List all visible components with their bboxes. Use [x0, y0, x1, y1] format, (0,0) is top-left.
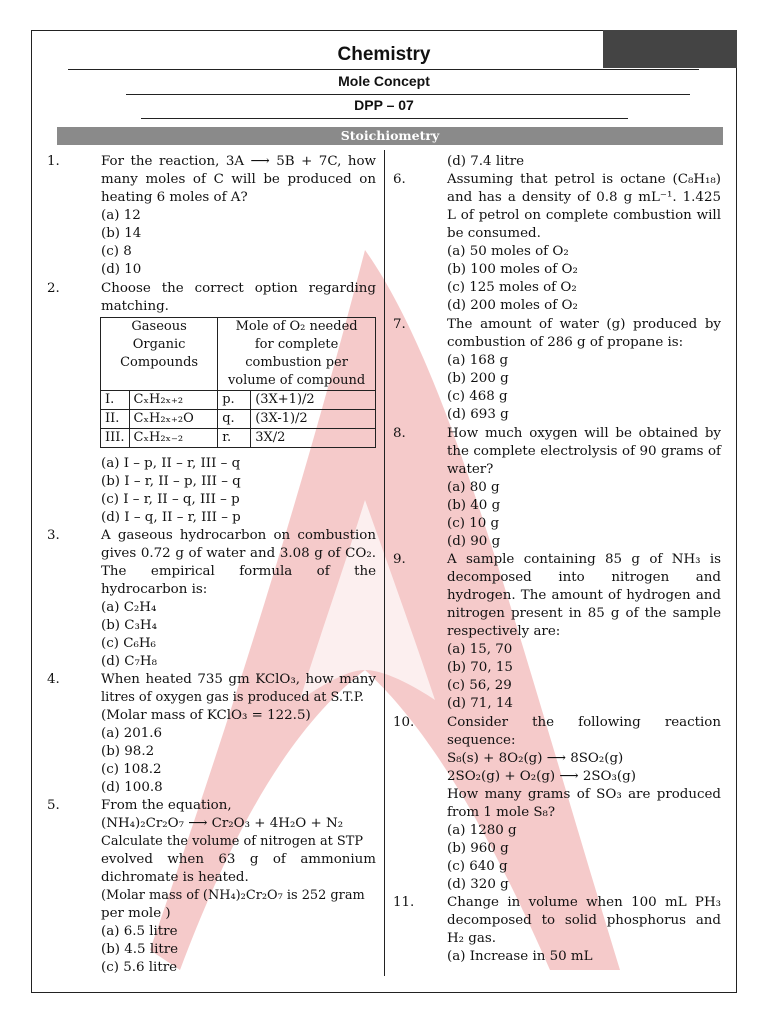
- option: (d) 90 g: [447, 534, 501, 549]
- option: (c) 10 g: [447, 516, 500, 531]
- option: (d) C₇H₈: [101, 654, 157, 669]
- question-number: 3.: [47, 528, 60, 543]
- subject-title: Chemistry: [337, 44, 431, 65]
- question-number: 9.: [393, 552, 406, 567]
- option: (d) 320 g: [447, 877, 509, 892]
- question-number: 11.: [393, 895, 415, 910]
- option: (b) I – r, II – p, III – q: [101, 474, 241, 489]
- option: (d) 100.8: [101, 780, 163, 795]
- option: (b) 200 g: [447, 371, 509, 386]
- option: (c) I – r, II – q, III – p: [101, 492, 240, 507]
- divider-line: [141, 118, 628, 119]
- question-text: From the equation,: [101, 798, 232, 813]
- divider-line: [68, 69, 699, 70]
- reaction-equation: S₈(s) + 8O₂(g) ⟶ 8SO₂(g): [447, 751, 624, 766]
- topic-title: Mole Concept: [338, 73, 430, 89]
- option: (a) I – p, II – r, III – q: [101, 456, 241, 471]
- option: (d) I – q, II – r, III – p: [101, 510, 241, 525]
- option: (b) 98.2: [101, 744, 155, 759]
- option: (c) 8: [101, 244, 132, 259]
- option: (a) 80 g: [447, 480, 500, 495]
- option: (c) 640 g: [447, 859, 508, 874]
- matching-table: [100, 317, 376, 448]
- table-row: III. CₓH₂ₓ₋₂ r. 3X/2: [101, 429, 376, 448]
- question-text: water?: [447, 462, 494, 477]
- option: (a) C₂H₄: [101, 600, 157, 615]
- question-text: H₂ gas.: [447, 931, 496, 946]
- option: (a) 201.6: [101, 726, 163, 741]
- question-number: 4.: [47, 672, 60, 687]
- question-text: matching.: [101, 299, 169, 314]
- option: (c) 108.2: [101, 762, 162, 777]
- question-text: heating 6 moles of A?: [101, 190, 248, 205]
- question-number: 7.: [393, 317, 406, 332]
- question-text: sequence:: [447, 733, 516, 748]
- option: (b) 4.5 litre: [101, 942, 179, 957]
- question-text: respectively are:: [447, 624, 561, 639]
- question-number: 1.: [47, 154, 60, 169]
- question-text: many moles of C will be produced on: [101, 172, 376, 187]
- question-text: How much oxygen will be obtained by: [447, 426, 721, 441]
- option: (b) 14: [101, 226, 142, 241]
- question-text: dichromate is heated.: [101, 870, 249, 885]
- option: (b) 960 g: [447, 841, 509, 856]
- question-text: the complete electrolysis of 90 grams of: [447, 444, 721, 459]
- option: (c) 56, 29: [447, 678, 512, 693]
- question-text: A sample containing 85 g of NH₃ is: [447, 552, 721, 567]
- option: (b) 70, 15: [447, 660, 513, 675]
- option: (b) 100 moles of O₂: [447, 262, 578, 277]
- option: (c) 468 g: [447, 389, 508, 404]
- question-number: 6.: [393, 172, 406, 187]
- question-text: decomposed to solid phosphorus and: [447, 913, 721, 928]
- option: (a) 6.5 litre: [101, 924, 178, 939]
- table-row: I. CₓH₂ₓ₊₂ p. (3X+1)/2: [101, 391, 376, 410]
- question-number: 10.: [393, 715, 415, 730]
- question-text: and has a density of 0.8 g mL⁻¹. 1.425: [447, 190, 721, 205]
- table-header-right: Mole of O₂ needed for complete combustion per volume of compound: [218, 318, 376, 391]
- column-divider: [384, 150, 385, 976]
- question-text: per mole ): [101, 906, 171, 921]
- question-text: For the reaction, 3A ⟶ 5B + 7C, how: [101, 154, 376, 169]
- option: (d) 10: [101, 262, 142, 277]
- reaction-equation: 2SO₂(g) + O₂(g) ⟶ 2SO₃(g): [447, 769, 636, 784]
- option: (a) 12: [101, 208, 141, 223]
- question-text: gives 0.72 g of water and 3.08 g of CO₂.: [101, 546, 376, 561]
- divider-line: [126, 94, 690, 95]
- option: (d) 200 moles of O₂: [447, 298, 578, 313]
- option: (c) C₆H₆: [101, 636, 156, 651]
- option: (d) 693 g: [447, 407, 509, 422]
- question-number: 2.: [47, 281, 60, 296]
- table-row: II. CₓH₂ₓ₊₂O q. (3X-1)/2: [101, 410, 376, 429]
- question-text: combustion of 286 g of propane is:: [447, 335, 684, 350]
- question-text: nitrogen present in 85 g of the sample: [447, 606, 721, 621]
- question-text: A gaseous hydrocarbon on combustion: [101, 528, 376, 543]
- option: (c) 5.6 litre: [101, 960, 178, 975]
- question-text: Assuming that petrol is octane (C₈H₁₈): [447, 172, 721, 187]
- question-text: decomposed into nitrogen and: [447, 570, 721, 585]
- option: (a) 1280 g: [447, 823, 517, 838]
- option: (d) 71, 14: [447, 696, 513, 711]
- option: (a) 168 g: [447, 353, 509, 368]
- option: (b) C₃H₄: [101, 618, 157, 633]
- table-header-left: Gaseous Organic Compounds: [101, 318, 218, 391]
- dpp-number: DPP – 07: [354, 97, 414, 113]
- question-number: 5.: [47, 798, 60, 813]
- option: (c) 125 moles of O₂: [447, 280, 577, 295]
- question-text: hydrocarbon is:: [101, 582, 208, 597]
- question-text: (Molar mass of (NH₄)₂Cr₂O₇ is 252 gram: [101, 888, 365, 903]
- question-number: 8.: [393, 426, 406, 441]
- option: (a) 15, 70: [447, 642, 513, 657]
- question-text: litres of oxygen gas is produced at S.T.P.: [101, 690, 364, 705]
- question-text: The amount of water (g) produced by: [447, 317, 721, 332]
- question-text: evolved when 63 g of ammonium: [101, 852, 376, 867]
- question-text: Choose the correct option regarding: [101, 281, 376, 296]
- question-text: The empirical formula of the: [101, 564, 376, 579]
- section-heading: Stoichiometry: [57, 127, 723, 145]
- question-text: Change in volume when 100 mL PH₃: [447, 895, 721, 910]
- question-text: be consumed.: [447, 226, 541, 241]
- option: (a) Increase in 50 mL: [447, 949, 593, 964]
- question-text: from 1 mole S₈?: [447, 805, 556, 820]
- option: (a) 50 moles of O₂: [447, 244, 569, 259]
- question-text: How many grams of SO₃ are produced: [447, 787, 721, 802]
- question-text: (NH₄)₂Cr₂O₇ ⟶ Cr₂O₃ + 4H₂O + N₂: [101, 816, 344, 831]
- question-text: Calculate the volume of nitrogen at STP: [101, 834, 364, 849]
- question-text: hydrogen. The amount of hydrogen and: [447, 588, 721, 603]
- question-text: Consider the following reaction: [447, 715, 721, 730]
- question-text: L of petrol on complete combustion will: [447, 208, 721, 223]
- question-text: When heated 735 gm KClO₃, how many: [101, 672, 376, 687]
- option: (d) 7.4 litre: [447, 154, 525, 169]
- question-text: (Molar mass of KClO₃ = 122.5): [101, 708, 311, 723]
- option: (b) 40 g: [447, 498, 501, 513]
